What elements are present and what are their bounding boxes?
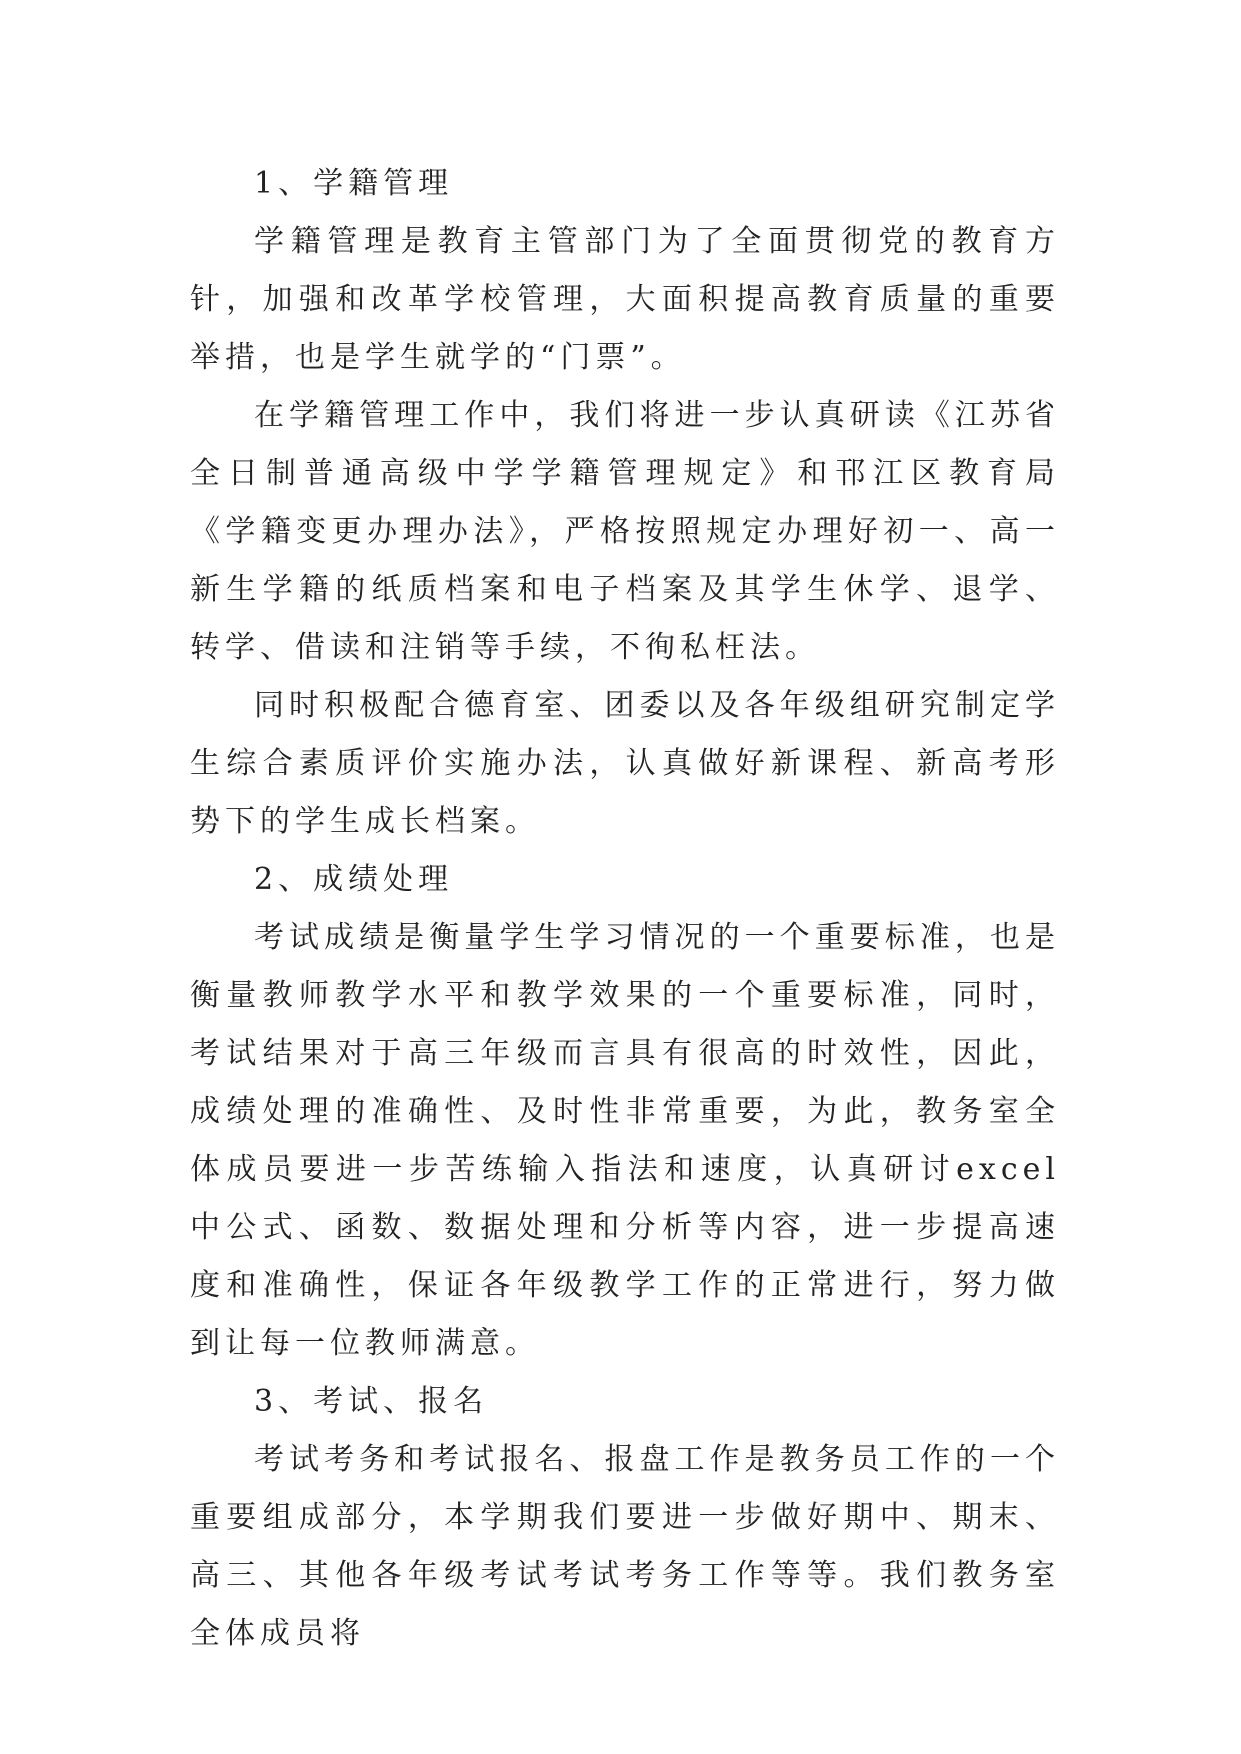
section-heading-exams-registration: 3、考试、报名 xyxy=(254,1384,489,1419)
paragraph-records-growth-archive: 同时积极配合德育室、团委以及各年级组研究制定学生综合素质评价实施办法，认真做好新课程、新高考形势下的学生成长档案。 xyxy=(190,688,1060,839)
paragraph-exams-registration: 考试考务和考试报名、报盘工作是教务员工作的一个重要组成部分，本学期我们要进一步做好期中、期末、高三、其他各年级考试考试考务工作等等。我们教务室全体成员将 xyxy=(190,1442,1060,1651)
section-heading-student-records: 1、学籍管理 xyxy=(254,166,454,201)
document-body xyxy=(190,155,1060,1663)
section-heading-grade-processing: 2、成绩处理 xyxy=(254,862,454,897)
paragraph-records-procedures: 在学籍管理工作中，我们将进一步认真研读《江苏省全日制普通高级中学学籍管理规定》和邗江区教育局《学籍变更办理办法》，严格按照规定办理好初一、高一新生学籍的纸质档案和电子档案及其学生休学、退学、转学、借读和注销等手续，不徇私枉法。 xyxy=(190,398,1060,665)
paragraph-records-definition: 学籍管理是教育主管部门为了全面贯彻党的教育方针，加强和改革学校管理，大面积提高教育质量的重要举措，也是学生就学的“门票”。 xyxy=(190,224,1060,375)
paragraph-grade-processing: 考试成绩是衡量学生学习情况的一个重要标准，也是衡量教师教学水平和教学效果的一个重要标准，同时，考试结果对于高三年级而言具有很高的时效性，因此，成绩处理的准确性、及时性非常重要，为此，教务室全体成员要进一步苦练输入指法和速度，认真研讨excel中公式、函数、数据处理和分析等内容，进一步提高速度和准确性，保证各年级教学工作的正常进行，努力做到让每一位教师满意。 xyxy=(190,920,1060,1361)
